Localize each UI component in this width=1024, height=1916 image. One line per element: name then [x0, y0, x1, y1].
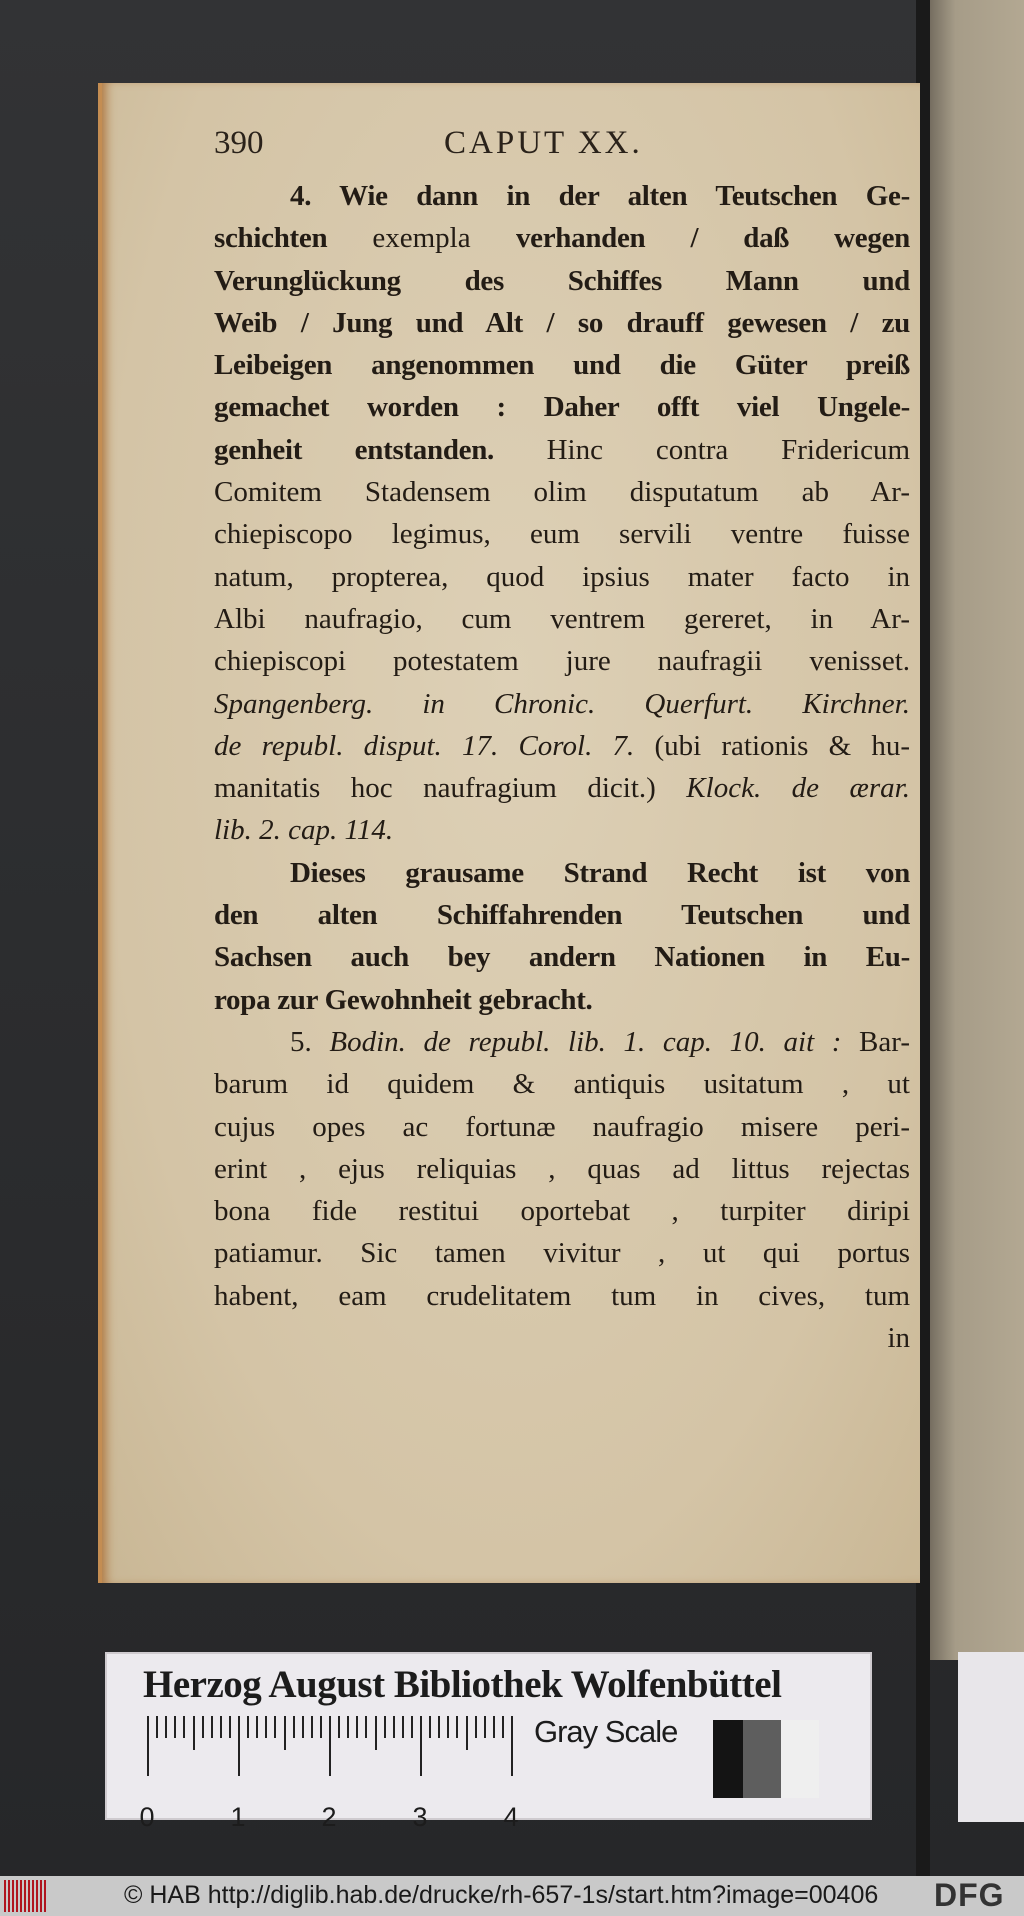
institution-name: Herzog August Bibliothek Wolfenbüttel	[143, 1663, 782, 1706]
ruler-label: 3	[412, 1802, 428, 1832]
text-line	[214, 1021, 910, 1063]
ruler-tick	[256, 1716, 258, 1738]
text-segment: Albi naufragio, cum ventrem gereret, in Ar-	[214, 602, 910, 635]
text-segment: patiamur. Sic tamen vivitur , ut qui portus	[214, 1237, 910, 1270]
adjacent-page	[926, 0, 1024, 1660]
text-segment: Verunglückung des Schiffes Mann und	[214, 264, 910, 297]
footer-bar	[0, 1876, 1024, 1916]
text-segment: in	[887, 1322, 910, 1355]
ruler-tick	[484, 1716, 486, 1738]
text-segment: Dieses grausame Strand Recht ist von	[290, 856, 910, 889]
ruler-tick	[411, 1716, 413, 1738]
ruler-tick	[356, 1716, 358, 1738]
text-segment: Comitem Stadensem olim disputatum ab Ar-	[214, 476, 910, 509]
ruler-tick	[265, 1716, 267, 1738]
text-segment: ropa zur Gewohnheit gebracht.	[214, 983, 593, 1016]
ruler-tick	[274, 1716, 276, 1738]
text-line	[214, 260, 910, 302]
ruler-tick	[238, 1716, 240, 1776]
ruler-tick	[229, 1716, 231, 1738]
text-line	[214, 1190, 910, 1232]
ruler-tick	[493, 1716, 495, 1738]
ruler-tick	[502, 1716, 504, 1738]
text-segment: exempla	[372, 222, 516, 255]
ruler-tick	[347, 1716, 349, 1738]
ruler-tick	[284, 1716, 286, 1750]
text-line	[214, 556, 910, 598]
text-line	[214, 767, 910, 809]
text-line	[214, 725, 910, 767]
ruler-tick	[511, 1716, 513, 1776]
text-segment: cujus opes ac fortunæ naufragio misere peri-	[214, 1110, 910, 1143]
ruler-label: 0	[139, 1802, 155, 1832]
ruler-tick	[293, 1716, 295, 1738]
text-segment: gemachet worden : Daher offt viel Ungele-	[214, 391, 910, 424]
text-line	[214, 1232, 910, 1274]
text-line	[214, 1317, 910, 1359]
text-line	[214, 598, 910, 640]
text-segment: Spangenberg. in Chronic. Querfurt. Kirchner.	[214, 687, 910, 720]
gray-swatch	[743, 1720, 781, 1798]
ruler-tick	[466, 1716, 468, 1750]
page-header	[214, 125, 910, 169]
ruler-tick	[420, 1716, 422, 1776]
ruler-tick	[147, 1716, 149, 1776]
text-line	[214, 1106, 910, 1148]
text-segment: 5.	[290, 1025, 330, 1058]
ruler-tick	[193, 1716, 195, 1750]
ruler-tick	[429, 1716, 431, 1738]
text-segment: (ubi rationis & hu-	[654, 729, 910, 762]
ruler-tick	[329, 1716, 331, 1776]
text-line	[214, 936, 910, 978]
text-segment: habent, eam crudelitatem tum in cives, tum	[214, 1279, 910, 1312]
ruler-tick	[375, 1716, 377, 1750]
ruler-tick	[475, 1716, 477, 1738]
ruler-tick	[202, 1716, 204, 1738]
gray-swatch	[713, 1720, 743, 1798]
text-line	[214, 979, 910, 1021]
copyright-link[interactable]: © HAB http://diglib.hab.de/drucke/rh-657-1s/start.htm?image=00406	[124, 1881, 879, 1909]
text-segment: verhanden / daß wegen	[515, 222, 910, 255]
text-segment: Weib / Jung und Alt / so drauff gewesen / zu	[214, 306, 910, 339]
text-segment: Klock. de ærar.	[686, 772, 911, 805]
text-line	[214, 894, 910, 936]
ruler-tick	[165, 1716, 167, 1738]
ruler-tick	[302, 1716, 304, 1738]
text-line	[214, 513, 910, 555]
text-line	[214, 386, 910, 428]
text-line	[214, 683, 910, 725]
text-segment: barum id quidem & antiquis usitatum , ut	[214, 1068, 910, 1101]
text-segment: Bodin. de republ. lib. 1. cap. 10. ait :	[329, 1025, 860, 1058]
text-line	[214, 175, 910, 217]
text-segment: 4. Wie dann in der alten Teutschen Ge-	[290, 180, 910, 212]
adjacent-color-card	[958, 1652, 1024, 1822]
text-segment: chiepiscopo legimus, eum servili ventre fuisse	[214, 518, 910, 551]
text-segment: lib. 2. cap. 114.	[214, 814, 394, 847]
dfg-logo: DFG	[934, 1877, 1005, 1913]
text-segment: bona fide restitui oportebat , turpiter diripi	[214, 1195, 910, 1228]
ruler-tick	[384, 1716, 386, 1738]
text-segment: natum, propterea, quod ipsius mater facto in	[214, 560, 910, 593]
ruler-tick	[311, 1716, 313, 1738]
text-segment: Hinc contra Fridericum	[546, 433, 911, 466]
text-line	[214, 640, 910, 682]
text-segment: chiepiscopi potestatem jure naufragii venisset.	[214, 645, 910, 678]
text-line	[214, 1275, 910, 1317]
text-segment: Sachsen auch bey andern Nationen in Eu-	[214, 941, 910, 974]
ruler-tick	[438, 1716, 440, 1738]
text-line	[214, 809, 910, 851]
ruler-tick	[211, 1716, 213, 1738]
text-segment: schichten	[214, 222, 373, 255]
ruler-tick	[338, 1716, 340, 1738]
ruler-tick	[447, 1716, 449, 1738]
page-text	[214, 175, 910, 1359]
ruler-label: 1	[230, 1802, 246, 1832]
text-line	[214, 1148, 910, 1190]
text-line	[214, 1063, 910, 1105]
ruler-tick	[174, 1716, 176, 1738]
ruler-tick	[220, 1716, 222, 1738]
ruler-tick	[183, 1716, 185, 1738]
ruler-tick	[456, 1716, 458, 1738]
ruler-scale	[139, 1716, 519, 1832]
ruler-label: 2	[321, 1802, 337, 1832]
ruler-tick	[320, 1716, 322, 1738]
ruler-tick	[393, 1716, 395, 1738]
text-line	[214, 471, 910, 513]
text-line	[214, 302, 910, 344]
text-line	[214, 429, 910, 471]
ruler-label: 4	[503, 1802, 519, 1832]
ruler-tick	[365, 1716, 367, 1738]
hab-logo-icon	[4, 1880, 46, 1912]
gray-scale-label: Gray Scale	[534, 1714, 678, 1749]
text-segment: manitatis hoc naufragium dicit.)	[214, 772, 687, 805]
text-segment: Bar-	[859, 1025, 910, 1058]
ruler-tick	[156, 1716, 158, 1738]
text-line	[214, 217, 910, 259]
text-line	[214, 344, 910, 386]
gray-swatch	[781, 1720, 819, 1798]
ruler-tick	[247, 1716, 249, 1738]
text-line	[214, 852, 910, 894]
text-segment: Leibeigen angenommen und die Güter preiß	[214, 349, 910, 382]
running-title: CAPUT XX.	[444, 125, 643, 161]
text-segment: den alten Schiffahrenden Teutschen und	[214, 899, 910, 932]
ruler-tick	[402, 1716, 404, 1738]
color-reference-card	[105, 1652, 872, 1832]
page-number: 390	[214, 125, 264, 161]
text-segment: erint , ejus reliquias , quas ad littus rejectas	[214, 1152, 910, 1185]
text-segment: genheit entstanden.	[214, 433, 547, 466]
text-segment: de republ. disput. 17. Corol. 7.	[214, 729, 655, 762]
